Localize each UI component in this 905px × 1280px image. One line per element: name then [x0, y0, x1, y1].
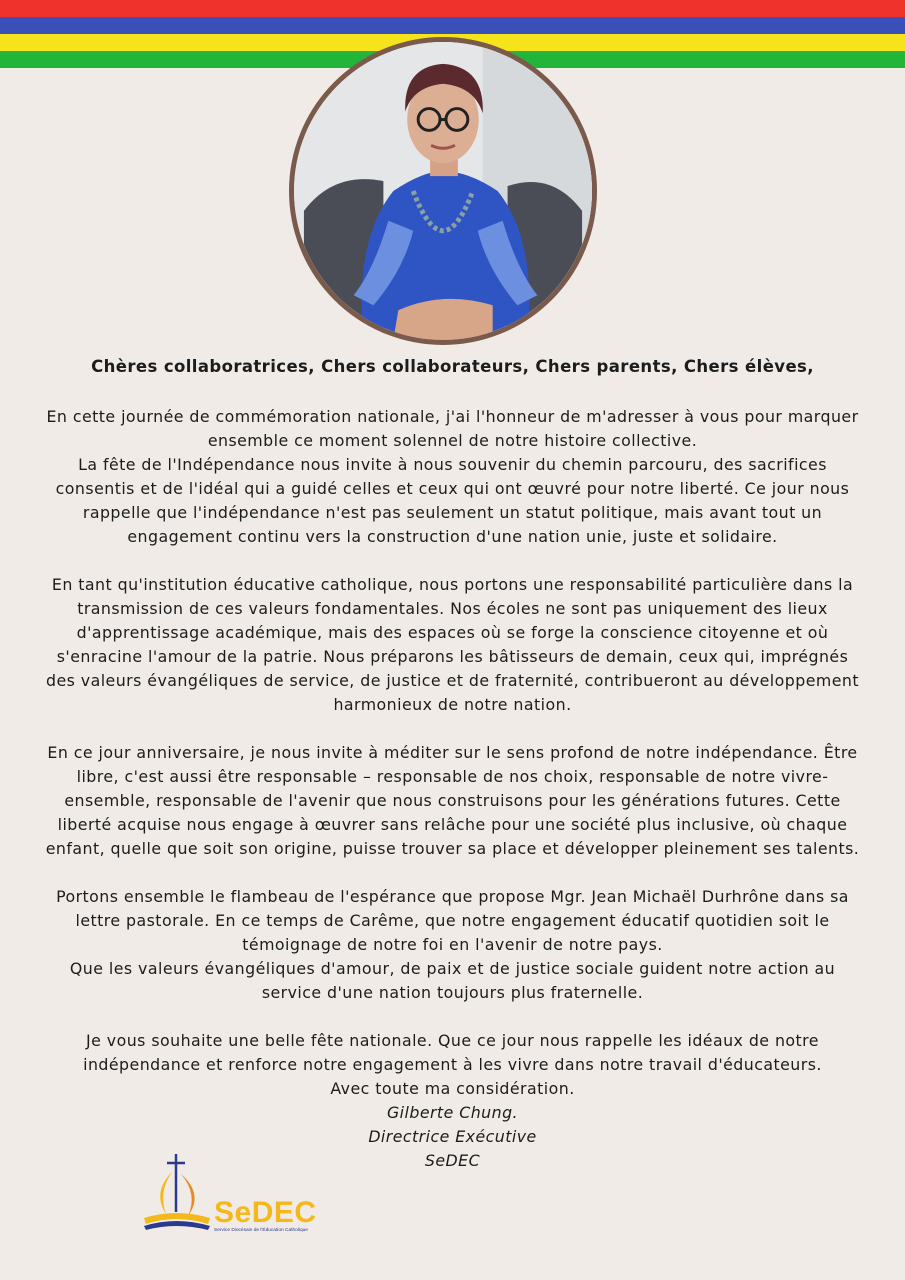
- logo-subtitle: Service Diocésain de l'Éducation Catholique: [214, 1228, 308, 1233]
- letter-body: [40, 405, 865, 1173]
- portrait-illustration: [294, 42, 592, 340]
- paragraph-text: Portons ensemble le flambeau de l'espérance que propose Mgr. Jean Michaël Durhrône dans sa lettre pastorale. En ce temps de Carême, que notre engagement éducatif quotidien soit le témoignage de notre foi en l'avenir de notre pays.: [56, 887, 849, 954]
- sedec-emblem-icon: [138, 1152, 218, 1237]
- signatory-org: SeDEC: [424, 1151, 481, 1170]
- paragraph-anniversary: En ce jour anniversaire, je nous invite à méditer sur le sens profond de notre indépendance. Être libre, c'est aussi être responsable – responsable de nos choix, responsable de notre vivre-ensemble, responsable de l'avenir que nous construisons pour les générations futures. Cette liberté acquise nous engage à œuvrer sans relâche pour une société plus inclusive, où chaque enfant, quelle que soit son origine, puisse trouver sa place et développer pleinement ses talents.: [45, 743, 860, 858]
- signatory-name: Gilberte Chung.: [386, 1103, 519, 1122]
- sedec-logo: [138, 1152, 328, 1242]
- paragraph-text: En cette journée de commémoration nationale, j'ai l'honneur de m'adresser à vous pour marquer ensemble ce moment solennel de notre histoire collective.: [46, 407, 859, 450]
- paragraph-intro: [40, 405, 865, 549]
- paragraph-text: Je vous souhaite une belle fête nationale. Que ce jour nous rappelle les idéaux de notre indépendance et renforce notre engagement à les vivre dans notre travail d'éducateurs.: [83, 1031, 822, 1074]
- flag-stripe-red: [0, 0, 905, 17]
- paragraph-education: En tant qu'institution éducative catholique, nous portons une responsabilité particulière dans la transmission de ces valeurs fondamentales. Nos écoles ne sont pas uniquement des lieux d'apprentissage académique, mais des espaces où se forge la conscience citoyenne et où s'enracine l'amour de la patrie. Nous préparons les bâtisseurs de demain, ceux qui, imprégnés des valeurs évangéliques de service, de justice et de fraternité, contribueront au développement harmonieux de notre nation.: [45, 575, 859, 714]
- flag-stripe-blue: [0, 17, 905, 34]
- portrait-photo: [289, 37, 597, 345]
- logo-wordmark: SeDEC: [214, 1196, 317, 1229]
- signatory-role: Directrice Exécutive: [368, 1127, 537, 1146]
- paragraph-text: La fête de l'Indépendance nous invite à nous souvenir du chemin parcouru, des sacrifices consentis et de l'idéal qui a guidé celles et ceux qui ont œuvré pour notre liberté. Ce jour nous rappelle que l'indépendance n'est pas seulement un statut politique, mais avant tout un engagement continu vers la construction d'une nation unie, juste et solidaire.: [55, 455, 850, 546]
- paragraph-hope: [40, 885, 865, 1005]
- letter-greeting: Chères collaboratrices, Chers collaborateurs, Chers parents, Chers élèves,: [91, 357, 814, 376]
- closing-regards: Avec toute ma considération.: [330, 1079, 575, 1098]
- paragraph-text: Que les valeurs évangéliques d'amour, de paix et de justice sociale guident notre action au service d'une nation toujours plus fraternelle.: [69, 959, 836, 1002]
